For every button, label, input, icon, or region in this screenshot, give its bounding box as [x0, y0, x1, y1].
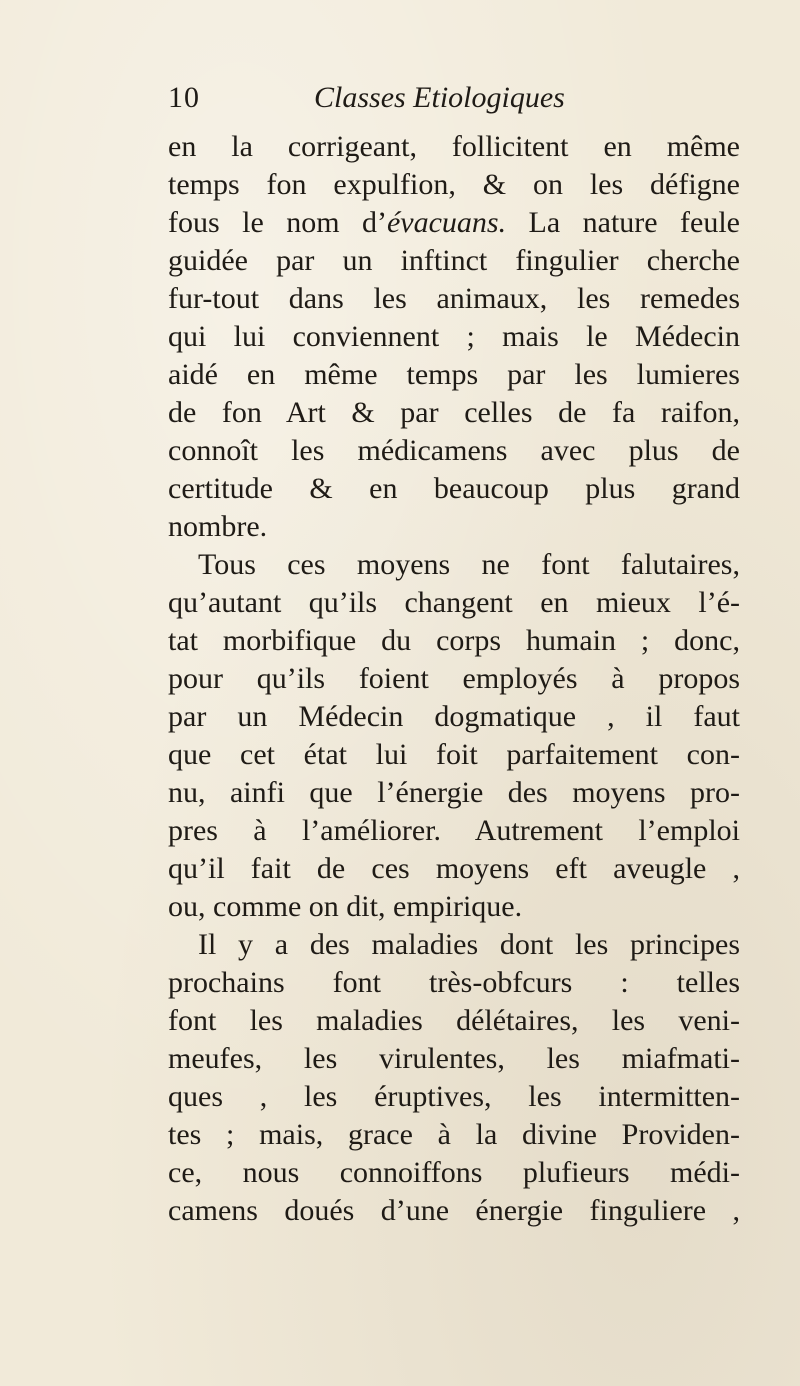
running-title: Classes Etiologiques: [314, 81, 565, 114]
text-line: font les maladies délétaires, les veni-: [168, 1004, 740, 1037]
text-span: La nature feule: [506, 206, 740, 239]
text-line: connoît les médicamens avec plus de: [168, 434, 740, 467]
page-header: [168, 78, 668, 118]
text-line: Tous ces moyens ne font falutaires,: [198, 548, 740, 581]
italic-term: évacuans.: [386, 206, 507, 239]
text-line: en la corrigeant, follicitent en même: [168, 130, 740, 163]
text-line: prochains font très-obfcurs : telles: [168, 966, 740, 999]
text-line: certitude & en beaucoup plus grand: [168, 472, 740, 505]
text-line: ou, comme on dit, empirique.: [168, 890, 523, 923]
text-line: ques , les éruptives, les intermitten-: [168, 1080, 740, 1113]
text-line: par un Médecin dogmatique , il faut: [168, 700, 740, 733]
text-line: aidé en même temps par les lumieres: [168, 358, 740, 391]
page-number: 10: [168, 81, 200, 114]
text-line: meufes, les virulentes, les miafmati-: [168, 1042, 740, 1075]
text-line: que cet état lui foit parfaitement con-: [168, 738, 740, 771]
text-line: Il y a des maladies dont les principes: [198, 928, 740, 961]
text-line: qu’il fait de ces moyens eft aveugle ,: [168, 852, 740, 885]
text-line: de fon Art & par celles de fa raifon,: [168, 396, 740, 429]
text-line: pour qu’ils foient employés à propos: [168, 662, 740, 695]
text-line: qu’autant qu’ils changent en mieux l’é-: [168, 586, 740, 619]
text-line: camens doués d’une énergie finguliere ,: [168, 1194, 740, 1227]
text-line: nu, ainfi que l’énergie des moyens pro-: [168, 776, 740, 809]
text-line: tes ; mais, grace à la divine Providen-: [168, 1118, 740, 1151]
text-line: nombre.: [168, 510, 268, 543]
text-line: qui lui conviennent ; mais le Médecin: [168, 320, 740, 353]
text-line: tat morbifique du corps humain ; donc,: [168, 624, 740, 657]
text-line: guidée par un inftinct fingulier cherche: [168, 244, 740, 277]
text-line-with-italic: [168, 204, 740, 242]
text-line: pres à l’améliorer. Autrement l’emploi: [168, 814, 740, 847]
text-span: fous le nom d’: [168, 206, 387, 239]
text-line: fur-tout dans les animaux, les remedes: [168, 282, 740, 315]
text-line: temps fon expulfion, & on les défigne: [168, 168, 740, 201]
text-line: ce, nous connoiffons plufieurs médi-: [168, 1156, 740, 1189]
